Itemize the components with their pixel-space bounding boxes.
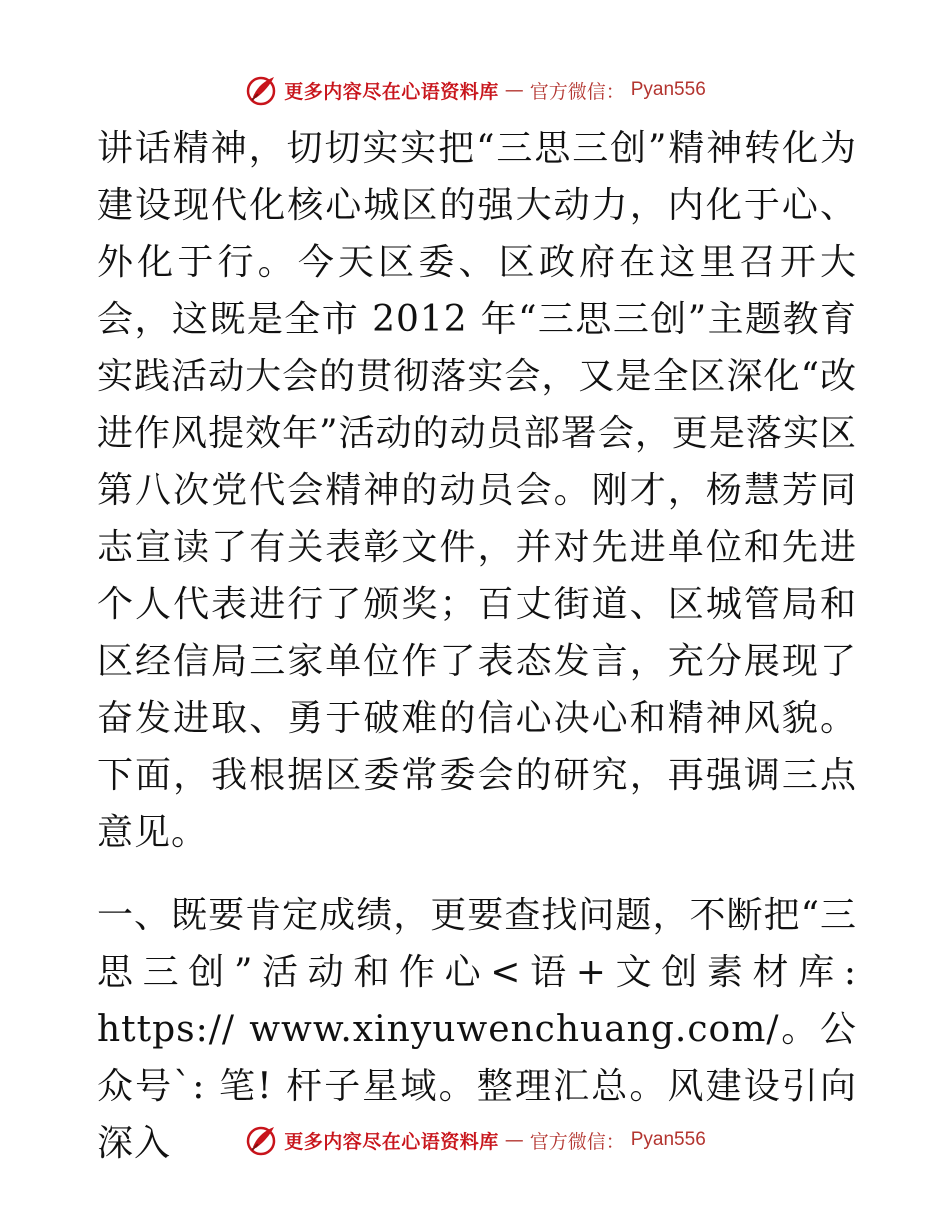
- footer-banner-wechat-label: 官方微信：: [529, 1130, 625, 1153]
- banner-wechat-id: Pyan556: [630, 79, 706, 100]
- footer-banner-separator: —: [504, 1129, 524, 1151]
- header-banner: [0, 70, 950, 110]
- paragraph-2: 一、既要肯定成绩，更要查找问题，不断把“三思三创”活动和作心<语+文创素材库: https:// www.xinyuwenchuang.com/。公众号`: 笔! 杆子星域。整理汇总。风建设引向深入: [97, 895, 857, 1164]
- footer-banner-wechat-id: Pyan556: [630, 1129, 706, 1150]
- paragraph-1: 讲话精神，切切实实把“三思三创”精神转化为建设现代化核心城区的强大动力，内化于心、外化于行。今天区委、区政府在这里召开大会，这既是全市 2012 年“三思三创”主题教育实践活动大会的贯彻落实会，又是全区深化“改进作风提效年”活动的动员部署会，更是落实区第八次党代会精神的动员会。刚才，杨慧芳同志宣读了有关表彰文件，并对先进单位和先进个人代表进行了颁奖；百丈街道、区城管局和区经信局三家单位作了表态发言，充分展现了奋发进取、勇于破难的信心决心和精神风貌。下面，我根据区委常委会的研究，再强调三点意见。: [97, 128, 857, 853]
- footer-banner: [0, 1120, 950, 1160]
- banner-wechat-label: 官方微信：: [529, 80, 625, 103]
- banner-title: 更多内容尽在心语资料库: [284, 80, 499, 103]
- feather-pen-logo-icon: [244, 1123, 278, 1157]
- feather-pen-logo-icon: [244, 73, 278, 107]
- document-body: [97, 120, 857, 1172]
- footer-banner-title: 更多内容尽在心语资料库: [284, 1130, 499, 1153]
- banner-separator: —: [504, 79, 524, 101]
